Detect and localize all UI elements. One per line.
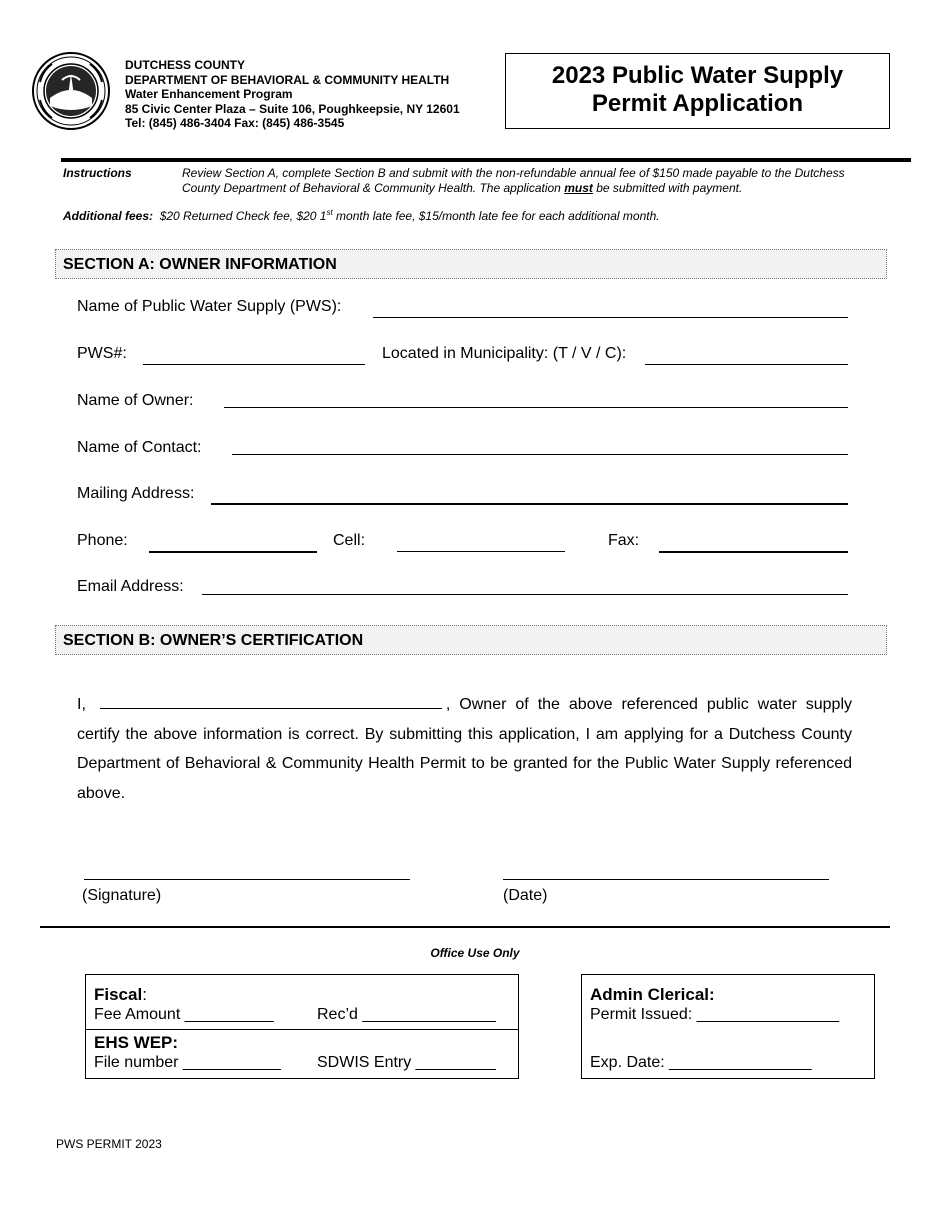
agency-address: 85 Civic Center Plaza – Suite 106, Poughkeepsie, NY 12601	[125, 101, 460, 116]
form-title-line1: 2023 Public Water Supply	[551, 62, 844, 89]
cell-label: Cell:	[333, 532, 366, 549]
pws-number-label: PWS#:	[77, 345, 127, 362]
owner-name-field[interactable]	[224, 407, 848, 408]
fiscal-heading-colon: :	[142, 985, 147, 1004]
owner-name-label: Name of Owner:	[77, 392, 194, 409]
agency-department: DEPARTMENT OF BEHAVIORAL & COMMUNITY HEALTH	[125, 72, 450, 87]
email-field[interactable]	[202, 594, 848, 595]
exp-date-field: Exp. Date: ________________	[590, 1054, 812, 1071]
form-title-line2: Permit Application	[591, 90, 804, 117]
instructions-label: Instructions	[63, 166, 132, 180]
certification-lead: I,	[77, 696, 86, 713]
county-seal-logo	[32, 52, 110, 130]
admin-clerical-box	[581, 974, 875, 1079]
certification-paragraph	[77, 690, 852, 808]
phone-field[interactable]	[149, 551, 317, 553]
recd-field: Rec’d _______________	[317, 1006, 496, 1023]
file-number-field: File number ___________	[94, 1054, 281, 1071]
fiscal-box-divider	[86, 1029, 518, 1030]
fee-amount-field: Fee Amount __________	[94, 1006, 274, 1023]
certification-body: , Owner of the above referenced public water supply certify the above information is correct. By submitting this application, I am applying for a Dutchess County Department of Behavioral & Community Health Permit to be granted for the Public Water Supply referenced above.	[77, 696, 852, 802]
agency-block	[125, 58, 460, 131]
header-divider	[61, 158, 911, 162]
fiscal-heading	[94, 985, 147, 1005]
admin-clerical-heading: Admin Clerical:	[590, 985, 715, 1004]
additional-fees-text-1: $20 Returned Check fee, $20 1	[159, 209, 327, 223]
contact-name-field[interactable]	[232, 454, 848, 455]
pws-name-label: Name of Public Water Supply (PWS):	[77, 298, 342, 315]
agency-phone-fax: Tel: (845) 486-3404 Fax: (845) 486-3545	[125, 116, 345, 130]
mailing-address-label: Mailing Address:	[77, 485, 195, 502]
additional-fees-sup: st	[326, 208, 333, 217]
instructions-text	[182, 166, 882, 195]
additional-fees-text-2: month late fee, $15/month late fee for each additional month.	[332, 209, 660, 223]
pws-name-field[interactable]	[373, 317, 848, 318]
fax-field[interactable]	[659, 551, 848, 553]
form-title	[505, 53, 890, 129]
form-code: PWS PERMIT 2023	[56, 1137, 162, 1151]
mailing-address-field[interactable]	[211, 503, 848, 505]
fax-label: Fax:	[608, 532, 640, 549]
instructions-must: must	[564, 180, 593, 195]
pws-number-field[interactable]	[143, 364, 365, 365]
email-label: Email Address:	[77, 578, 184, 595]
instructions-text-before: Review Section A, complete Section B and submit with the non-refundable annual fee of $150 made payable to the Dutchess County Department of Behavioral & Community Health. The application	[182, 166, 845, 195]
section-a-header: SECTION A: OWNER INFORMATION	[55, 249, 887, 279]
date-label: (Date)	[503, 887, 548, 904]
phone-label: Phone:	[77, 532, 128, 549]
cell-field[interactable]	[397, 551, 565, 552]
contact-name-label: Name of Contact:	[77, 439, 202, 456]
date-field[interactable]	[503, 879, 829, 880]
section-b-header: SECTION B: OWNER’S CERTIFICATION	[55, 625, 887, 655]
instructions-text-after: be submitted with payment.	[592, 180, 743, 195]
additional-fees	[63, 208, 660, 223]
municipality-label: Located in Municipality: (T / V / C):	[382, 345, 627, 362]
office-divider	[40, 926, 890, 928]
additional-fees-label: Additional fees:	[63, 209, 154, 223]
fiscal-ehs-box	[85, 974, 519, 1079]
municipality-field[interactable]	[645, 364, 848, 365]
signature-label: (Signature)	[82, 887, 162, 904]
ehs-wep-heading: EHS WEP:	[94, 1033, 179, 1052]
owner-certify-name-field[interactable]	[100, 694, 442, 709]
agency-program: Water Enhancement Program	[125, 87, 293, 101]
signature-field[interactable]	[84, 879, 410, 880]
permit-issued-field: Permit Issued: ________________	[590, 1006, 840, 1023]
fiscal-heading-text: Fiscal	[94, 985, 143, 1004]
office-use-title: Office Use Only	[430, 946, 520, 960]
sdwis-entry-field: SDWIS Entry _________	[317, 1054, 496, 1071]
agency-county: DUTCHESS COUNTY	[125, 58, 246, 72]
